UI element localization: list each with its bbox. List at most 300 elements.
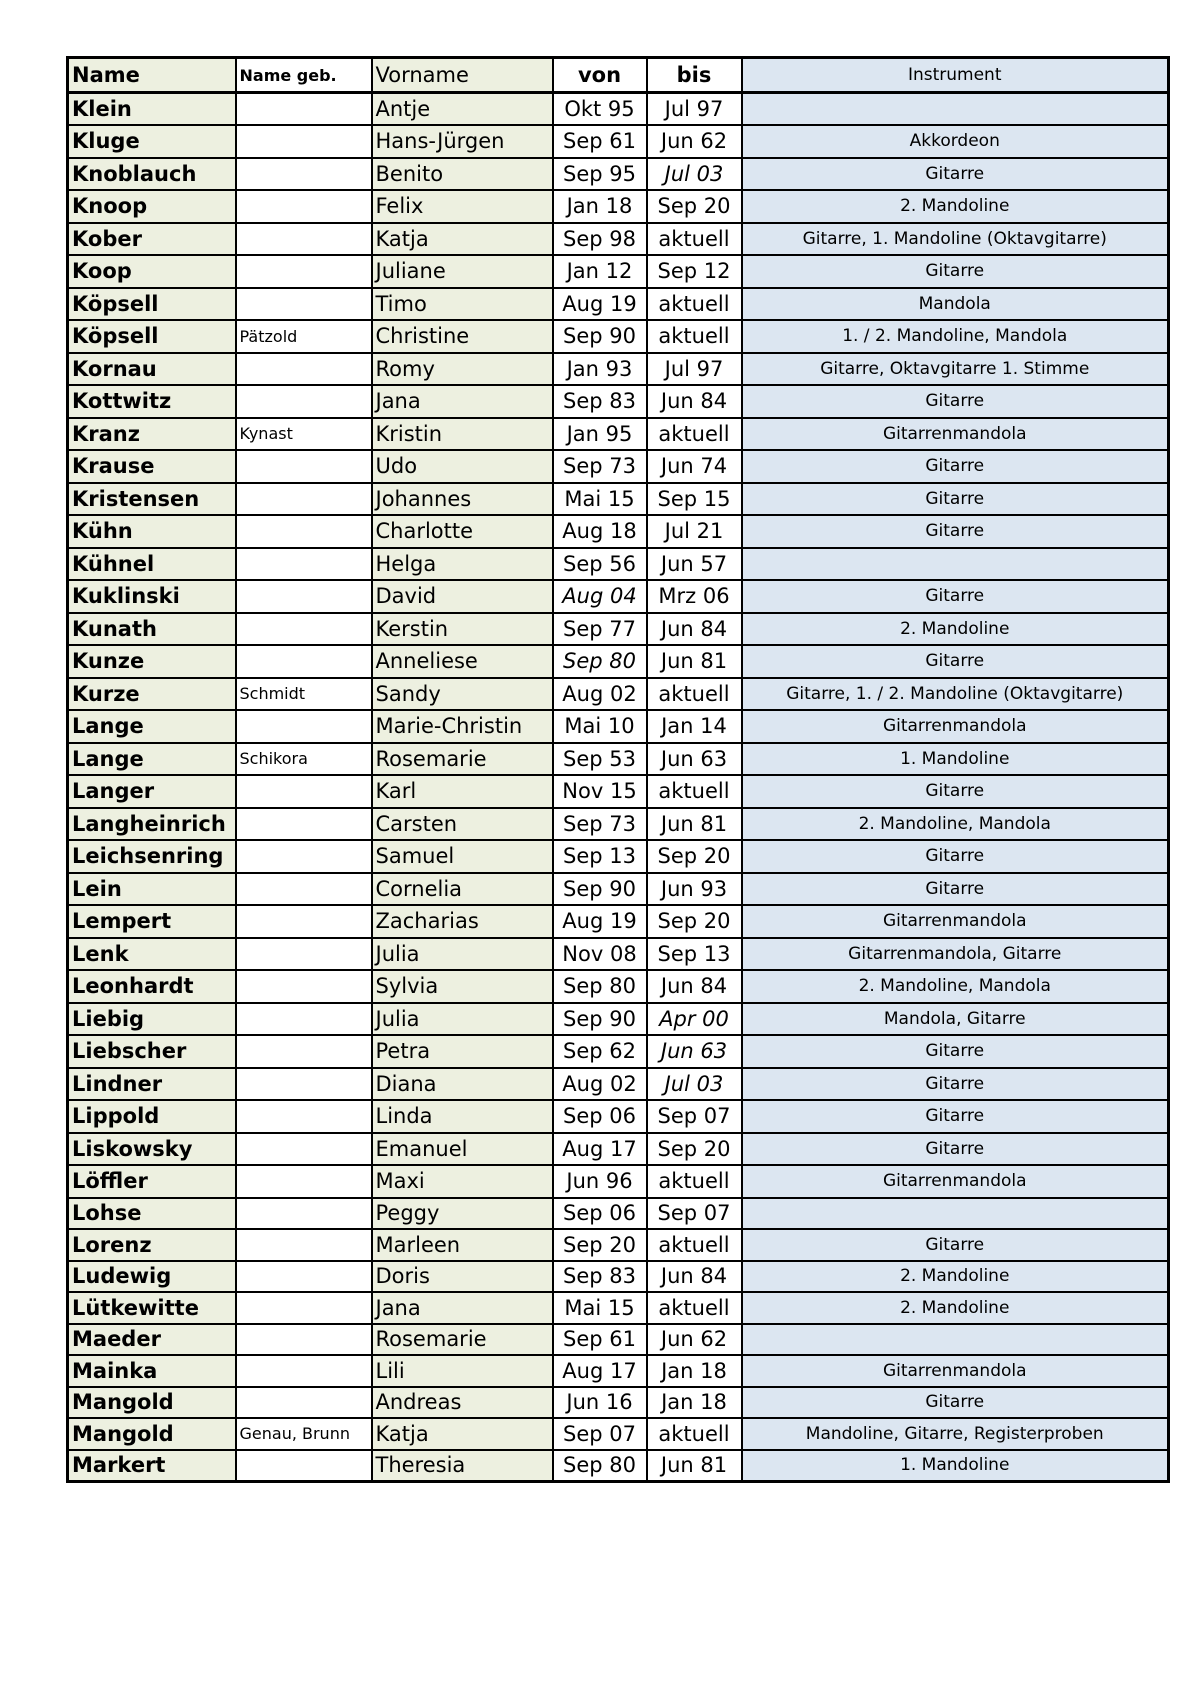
name-cell: Mainka: [68, 1355, 236, 1387]
birth-name-cell: Pätzold: [236, 320, 372, 353]
name-cell: Liskowsky: [68, 1133, 236, 1166]
table-row: [68, 1068, 1169, 1101]
from-date-cell: Jun 96: [553, 1165, 647, 1198]
to-date-cell: Jun 84: [647, 970, 742, 1003]
instrument-cell: Gitarrenmandola: [742, 1355, 1169, 1387]
first-name-cell: Peggy: [372, 1198, 553, 1230]
from-date-cell: Sep 61: [553, 1324, 647, 1356]
birth-name-cell: Kynast: [236, 418, 372, 451]
table-row: [68, 1292, 1169, 1324]
from-date-cell: Sep 83: [553, 385, 647, 418]
to-date-cell: Jun 62: [647, 125, 742, 158]
table-body: [68, 93, 1169, 1482]
from-date-cell: Mai 15: [553, 1292, 647, 1324]
to-date-cell: Jun 57: [647, 548, 742, 581]
instrument-cell: Gitarre: [742, 483, 1169, 516]
to-date-cell: aktuell: [647, 288, 742, 321]
first-name-cell: Cornelia: [372, 873, 553, 906]
instrument-cell: Mandola, Gitarre: [742, 1003, 1169, 1036]
to-date-cell: aktuell: [647, 320, 742, 353]
from-date-cell: Sep 73: [553, 808, 647, 841]
to-date-cell: Sep 20: [647, 840, 742, 873]
instrument-cell: 2. Mandoline: [742, 1261, 1169, 1293]
instrument-cell: Gitarrenmandola: [742, 710, 1169, 743]
name-cell: Lange: [68, 743, 236, 776]
instrument-cell: Gitarre: [742, 580, 1169, 613]
instrument-cell: Mandola: [742, 288, 1169, 321]
first-name-cell: Sylvia: [372, 970, 553, 1003]
first-name-cell: Marie-Christin: [372, 710, 553, 743]
name-cell: Koop: [68, 255, 236, 288]
name-cell: Krause: [68, 450, 236, 483]
name-cell: Knoblauch: [68, 158, 236, 191]
first-name-cell: Sandy: [372, 678, 553, 711]
header-name: Name: [68, 58, 236, 93]
first-name-cell: Katja: [372, 1418, 553, 1450]
name-cell: Langer: [68, 775, 236, 808]
to-date-cell: Jun 84: [647, 613, 742, 646]
first-name-cell: Benito: [372, 158, 553, 191]
instrument-cell: Gitarre: [742, 255, 1169, 288]
birth-name-cell: [236, 840, 372, 873]
name-cell: Knoop: [68, 190, 236, 223]
header-bis: bis: [647, 58, 742, 93]
to-date-cell: aktuell: [647, 1165, 742, 1198]
instrument-cell: Gitarrenmandola: [742, 905, 1169, 938]
first-name-cell: Theresia: [372, 1450, 553, 1482]
first-name-cell: Udo: [372, 450, 553, 483]
name-cell: Lein: [68, 873, 236, 906]
from-date-cell: Sep 90: [553, 1003, 647, 1036]
first-name-cell: Julia: [372, 1003, 553, 1036]
to-date-cell: aktuell: [647, 223, 742, 256]
to-date-cell: Jul 03: [647, 158, 742, 191]
table-row: [68, 645, 1169, 678]
instrument-cell: Gitarre: [742, 873, 1169, 906]
name-cell: Leonhardt: [68, 970, 236, 1003]
instrument-cell: Gitarre: [742, 515, 1169, 548]
instrument-cell: Gitarre: [742, 450, 1169, 483]
instrument-cell: Gitarre: [742, 1100, 1169, 1133]
to-date-cell: Apr 00: [647, 1003, 742, 1036]
table-row: [68, 288, 1169, 321]
from-date-cell: Aug 18: [553, 515, 647, 548]
from-date-cell: Sep 06: [553, 1100, 647, 1133]
from-date-cell: Sep 95: [553, 158, 647, 191]
first-name-cell: Rosemarie: [372, 743, 553, 776]
table-row: [68, 158, 1169, 191]
first-name-cell: Juliane: [372, 255, 553, 288]
birth-name-cell: [236, 288, 372, 321]
first-name-cell: Hans-Jürgen: [372, 125, 553, 158]
to-date-cell: Jun 81: [647, 1450, 742, 1482]
name-cell: Kornau: [68, 353, 236, 386]
birth-name-cell: [236, 905, 372, 938]
instrument-cell: Gitarre: [742, 1068, 1169, 1101]
from-date-cell: Sep 62: [553, 1035, 647, 1068]
from-date-cell: Jan 18: [553, 190, 647, 223]
first-name-cell: Antje: [372, 93, 553, 126]
from-date-cell: Sep 73: [553, 450, 647, 483]
table-row: [68, 1387, 1169, 1419]
birth-name-cell: Schmidt: [236, 678, 372, 711]
to-date-cell: Sep 20: [647, 190, 742, 223]
name-cell: Langheinrich: [68, 808, 236, 841]
instrument-cell: 1. / 2. Mandoline, Mandola: [742, 320, 1169, 353]
birth-name-cell: [236, 1100, 372, 1133]
birth-name-cell: [236, 158, 372, 191]
from-date-cell: Aug 19: [553, 288, 647, 321]
table-row: [68, 808, 1169, 841]
table-row: [68, 1100, 1169, 1133]
first-name-cell: Romy: [372, 353, 553, 386]
from-date-cell: Sep 90: [553, 873, 647, 906]
first-name-cell: Jana: [372, 1292, 553, 1324]
first-name-cell: Marleen: [372, 1229, 553, 1261]
birth-name-cell: [236, 1068, 372, 1101]
name-cell: Lütkewitte: [68, 1292, 236, 1324]
table-row: [68, 1324, 1169, 1356]
name-cell: Lange: [68, 710, 236, 743]
table-row: [68, 840, 1169, 873]
table-row: [68, 1229, 1169, 1261]
to-date-cell: Jun 84: [647, 385, 742, 418]
name-cell: Lempert: [68, 905, 236, 938]
instrument-cell: Mandoline, Gitarre, Registerproben: [742, 1418, 1169, 1450]
birth-name-cell: [236, 970, 372, 1003]
birth-name-cell: [236, 1292, 372, 1324]
from-date-cell: Sep 98: [553, 223, 647, 256]
table-row: [68, 1035, 1169, 1068]
name-cell: Kluge: [68, 125, 236, 158]
name-cell: Klein: [68, 93, 236, 126]
first-name-cell: Helga: [372, 548, 553, 581]
instrument-cell: 1. Mandoline: [742, 743, 1169, 776]
birth-name-cell: [236, 1387, 372, 1419]
birth-name-cell: [236, 548, 372, 581]
birth-name-cell: [236, 125, 372, 158]
first-name-cell: Timo: [372, 288, 553, 321]
first-name-cell: Christine: [372, 320, 553, 353]
from-date-cell: Sep 90: [553, 320, 647, 353]
first-name-cell: Kristin: [372, 418, 553, 451]
from-date-cell: Jan 12: [553, 255, 647, 288]
from-date-cell: Jun 16: [553, 1387, 647, 1419]
birth-name-cell: [236, 613, 372, 646]
from-date-cell: Nov 08: [553, 938, 647, 971]
instrument-cell: Gitarre: [742, 158, 1169, 191]
birth-name-cell: [236, 483, 372, 516]
to-date-cell: Jun 81: [647, 645, 742, 678]
instrument-cell: Gitarre: [742, 1133, 1169, 1166]
to-date-cell: aktuell: [647, 1229, 742, 1261]
table-row: [68, 970, 1169, 1003]
name-cell: Kuklinski: [68, 580, 236, 613]
birth-name-cell: [236, 1003, 372, 1036]
birth-name-cell: [236, 938, 372, 971]
table-row: [68, 1133, 1169, 1166]
birth-name-cell: [236, 1450, 372, 1482]
birth-name-cell: [236, 808, 372, 841]
first-name-cell: Diana: [372, 1068, 553, 1101]
birth-name-cell: [236, 353, 372, 386]
name-cell: Kühnel: [68, 548, 236, 581]
instrument-cell: Gitarre: [742, 1035, 1169, 1068]
from-date-cell: Okt 95: [553, 93, 647, 126]
name-cell: Lenk: [68, 938, 236, 971]
table-row: [68, 320, 1169, 353]
birth-name-cell: [236, 645, 372, 678]
instrument-cell: [742, 548, 1169, 581]
instrument-cell: [742, 1324, 1169, 1356]
birth-name-cell: [236, 1229, 372, 1261]
table-row: [68, 775, 1169, 808]
first-name-cell: Zacharias: [372, 905, 553, 938]
first-name-cell: Felix: [372, 190, 553, 223]
from-date-cell: Jan 95: [553, 418, 647, 451]
from-date-cell: Sep 77: [553, 613, 647, 646]
from-date-cell: Sep 61: [553, 125, 647, 158]
birth-name-cell: [236, 515, 372, 548]
instrument-cell: [742, 1198, 1169, 1230]
birth-name-cell: [236, 1035, 372, 1068]
table-row: [68, 93, 1169, 126]
header-von: von: [553, 58, 647, 93]
to-date-cell: Jun 81: [647, 808, 742, 841]
to-date-cell: Jun 62: [647, 1324, 742, 1356]
to-date-cell: Jun 74: [647, 450, 742, 483]
birth-name-cell: [236, 450, 372, 483]
table-row: [68, 678, 1169, 711]
name-cell: Kühn: [68, 515, 236, 548]
from-date-cell: Aug 02: [553, 678, 647, 711]
table-row: [68, 1261, 1169, 1293]
to-date-cell: Jun 63: [647, 743, 742, 776]
to-date-cell: Jul 97: [647, 353, 742, 386]
header-instrument: Instrument: [742, 58, 1169, 93]
table-row: [68, 450, 1169, 483]
from-date-cell: Aug 04: [553, 580, 647, 613]
from-date-cell: Sep 20: [553, 1229, 647, 1261]
from-date-cell: Sep 83: [553, 1261, 647, 1293]
from-date-cell: Sep 07: [553, 1418, 647, 1450]
first-name-cell: Karl: [372, 775, 553, 808]
table-row: [68, 710, 1169, 743]
table-row: [68, 353, 1169, 386]
first-name-cell: Carsten: [372, 808, 553, 841]
to-date-cell: Sep 12: [647, 255, 742, 288]
first-name-cell: Kerstin: [372, 613, 553, 646]
table-row: [68, 483, 1169, 516]
to-date-cell: Sep 15: [647, 483, 742, 516]
first-name-cell: David: [372, 580, 553, 613]
first-name-cell: Anneliese: [372, 645, 553, 678]
table-row: [68, 1198, 1169, 1230]
first-name-cell: Jana: [372, 385, 553, 418]
from-date-cell: Aug 17: [553, 1355, 647, 1387]
name-cell: Kunath: [68, 613, 236, 646]
instrument-cell: Gitarre: [742, 1387, 1169, 1419]
to-date-cell: aktuell: [647, 775, 742, 808]
birth-name-cell: [236, 385, 372, 418]
table-row: [68, 613, 1169, 646]
birth-name-cell: [236, 710, 372, 743]
first-name-cell: Samuel: [372, 840, 553, 873]
birth-name-cell: [236, 93, 372, 126]
instrument-cell: Gitarrenmandola, Gitarre: [742, 938, 1169, 971]
table-row: [68, 580, 1169, 613]
instrument-cell: Gitarre: [742, 775, 1169, 808]
instrument-cell: Akkordeon: [742, 125, 1169, 158]
name-cell: Markert: [68, 1450, 236, 1482]
header-vorname: Vorname: [372, 58, 553, 93]
table-row: [68, 418, 1169, 451]
table-row: [68, 255, 1169, 288]
from-date-cell: Sep 13: [553, 840, 647, 873]
birth-name-cell: [236, 190, 372, 223]
table-row: [68, 938, 1169, 971]
instrument-cell: [742, 93, 1169, 126]
first-name-cell: Julia: [372, 938, 553, 971]
first-name-cell: Johannes: [372, 483, 553, 516]
table-row: [68, 1450, 1169, 1482]
member-table: [66, 56, 1170, 1483]
from-date-cell: Mai 10: [553, 710, 647, 743]
from-date-cell: Sep 80: [553, 645, 647, 678]
instrument-cell: Gitarre, 1. Mandoline (Oktavgitarre): [742, 223, 1169, 256]
first-name-cell: Linda: [372, 1100, 553, 1133]
to-date-cell: Sep 07: [647, 1198, 742, 1230]
table-row: [68, 385, 1169, 418]
to-date-cell: aktuell: [647, 1418, 742, 1450]
to-date-cell: Jun 63: [647, 1035, 742, 1068]
instrument-cell: Gitarrenmandola: [742, 1165, 1169, 1198]
first-name-cell: Lili: [372, 1355, 553, 1387]
to-date-cell: Sep 20: [647, 1133, 742, 1166]
to-date-cell: Jul 97: [647, 93, 742, 126]
table-row: [68, 1003, 1169, 1036]
table-row: [68, 223, 1169, 256]
first-name-cell: Maxi: [372, 1165, 553, 1198]
instrument-cell: Gitarre, 1. / 2. Mandoline (Oktavgitarre): [742, 678, 1169, 711]
instrument-cell: 1. Mandoline: [742, 1450, 1169, 1482]
birth-name-cell: Schikora: [236, 743, 372, 776]
first-name-cell: Emanuel: [372, 1133, 553, 1166]
table-row: [68, 1355, 1169, 1387]
header-row: [68, 58, 1169, 93]
name-cell: Kober: [68, 223, 236, 256]
name-cell: Lindner: [68, 1068, 236, 1101]
first-name-cell: Petra: [372, 1035, 553, 1068]
instrument-cell: Gitarre, Oktavgitarre 1. Stimme: [742, 353, 1169, 386]
table-row: [68, 1165, 1169, 1198]
to-date-cell: Jan 18: [647, 1387, 742, 1419]
name-cell: Liebig: [68, 1003, 236, 1036]
name-cell: Liebscher: [68, 1035, 236, 1068]
table-row: [68, 125, 1169, 158]
instrument-cell: Gitarre: [742, 645, 1169, 678]
table-row: [68, 873, 1169, 906]
from-date-cell: Aug 02: [553, 1068, 647, 1101]
first-name-cell: Andreas: [372, 1387, 553, 1419]
table-row: [68, 1418, 1169, 1450]
to-date-cell: Jun 84: [647, 1261, 742, 1293]
table-row: [68, 905, 1169, 938]
birth-name-cell: [236, 873, 372, 906]
name-cell: Maeder: [68, 1324, 236, 1356]
name-cell: Kurze: [68, 678, 236, 711]
header-name-geb: Name geb.: [236, 58, 372, 93]
first-name-cell: Doris: [372, 1261, 553, 1293]
birth-name-cell: [236, 223, 372, 256]
instrument-cell: Gitarre: [742, 1229, 1169, 1261]
name-cell: Lorenz: [68, 1229, 236, 1261]
birth-name-cell: [236, 580, 372, 613]
name-cell: Lippold: [68, 1100, 236, 1133]
instrument-cell: 2. Mandoline, Mandola: [742, 808, 1169, 841]
from-date-cell: Aug 17: [553, 1133, 647, 1166]
name-cell: Kristensen: [68, 483, 236, 516]
name-cell: Köpsell: [68, 320, 236, 353]
from-date-cell: Sep 80: [553, 970, 647, 1003]
table-row: [68, 743, 1169, 776]
instrument-cell: 2. Mandoline, Mandola: [742, 970, 1169, 1003]
from-date-cell: Sep 80: [553, 1450, 647, 1482]
name-cell: Leichsenring: [68, 840, 236, 873]
birth-name-cell: [236, 775, 372, 808]
name-cell: Kunze: [68, 645, 236, 678]
name-cell: Löffler: [68, 1165, 236, 1198]
to-date-cell: aktuell: [647, 418, 742, 451]
to-date-cell: Mrz 06: [647, 580, 742, 613]
birth-name-cell: Genau, Brunn: [236, 1418, 372, 1450]
instrument-cell: 2. Mandoline: [742, 190, 1169, 223]
first-name-cell: Rosemarie: [372, 1324, 553, 1356]
to-date-cell: Sep 20: [647, 905, 742, 938]
to-date-cell: Jan 14: [647, 710, 742, 743]
to-date-cell: Jan 18: [647, 1355, 742, 1387]
name-cell: Köpsell: [68, 288, 236, 321]
name-cell: Lohse: [68, 1198, 236, 1230]
birth-name-cell: [236, 1261, 372, 1293]
birth-name-cell: [236, 1355, 372, 1387]
from-date-cell: Sep 53: [553, 743, 647, 776]
name-cell: Kranz: [68, 418, 236, 451]
instrument-cell: Gitarre: [742, 385, 1169, 418]
from-date-cell: Jan 93: [553, 353, 647, 386]
from-date-cell: Aug 19: [553, 905, 647, 938]
from-date-cell: Sep 06: [553, 1198, 647, 1230]
table-row: [68, 515, 1169, 548]
to-date-cell: Jul 21: [647, 515, 742, 548]
birth-name-cell: [236, 1165, 372, 1198]
name-cell: Mangold: [68, 1418, 236, 1450]
instrument-cell: Gitarrenmandola: [742, 418, 1169, 451]
from-date-cell: Nov 15: [553, 775, 647, 808]
from-date-cell: Sep 56: [553, 548, 647, 581]
instrument-cell: 2. Mandoline: [742, 613, 1169, 646]
to-date-cell: aktuell: [647, 1292, 742, 1324]
birth-name-cell: [236, 255, 372, 288]
name-cell: Kottwitz: [68, 385, 236, 418]
table-row: [68, 548, 1169, 581]
name-cell: Ludewig: [68, 1261, 236, 1293]
to-date-cell: Sep 07: [647, 1100, 742, 1133]
from-date-cell: Mai 15: [553, 483, 647, 516]
birth-name-cell: [236, 1324, 372, 1356]
first-name-cell: Katja: [372, 223, 553, 256]
to-date-cell: aktuell: [647, 678, 742, 711]
